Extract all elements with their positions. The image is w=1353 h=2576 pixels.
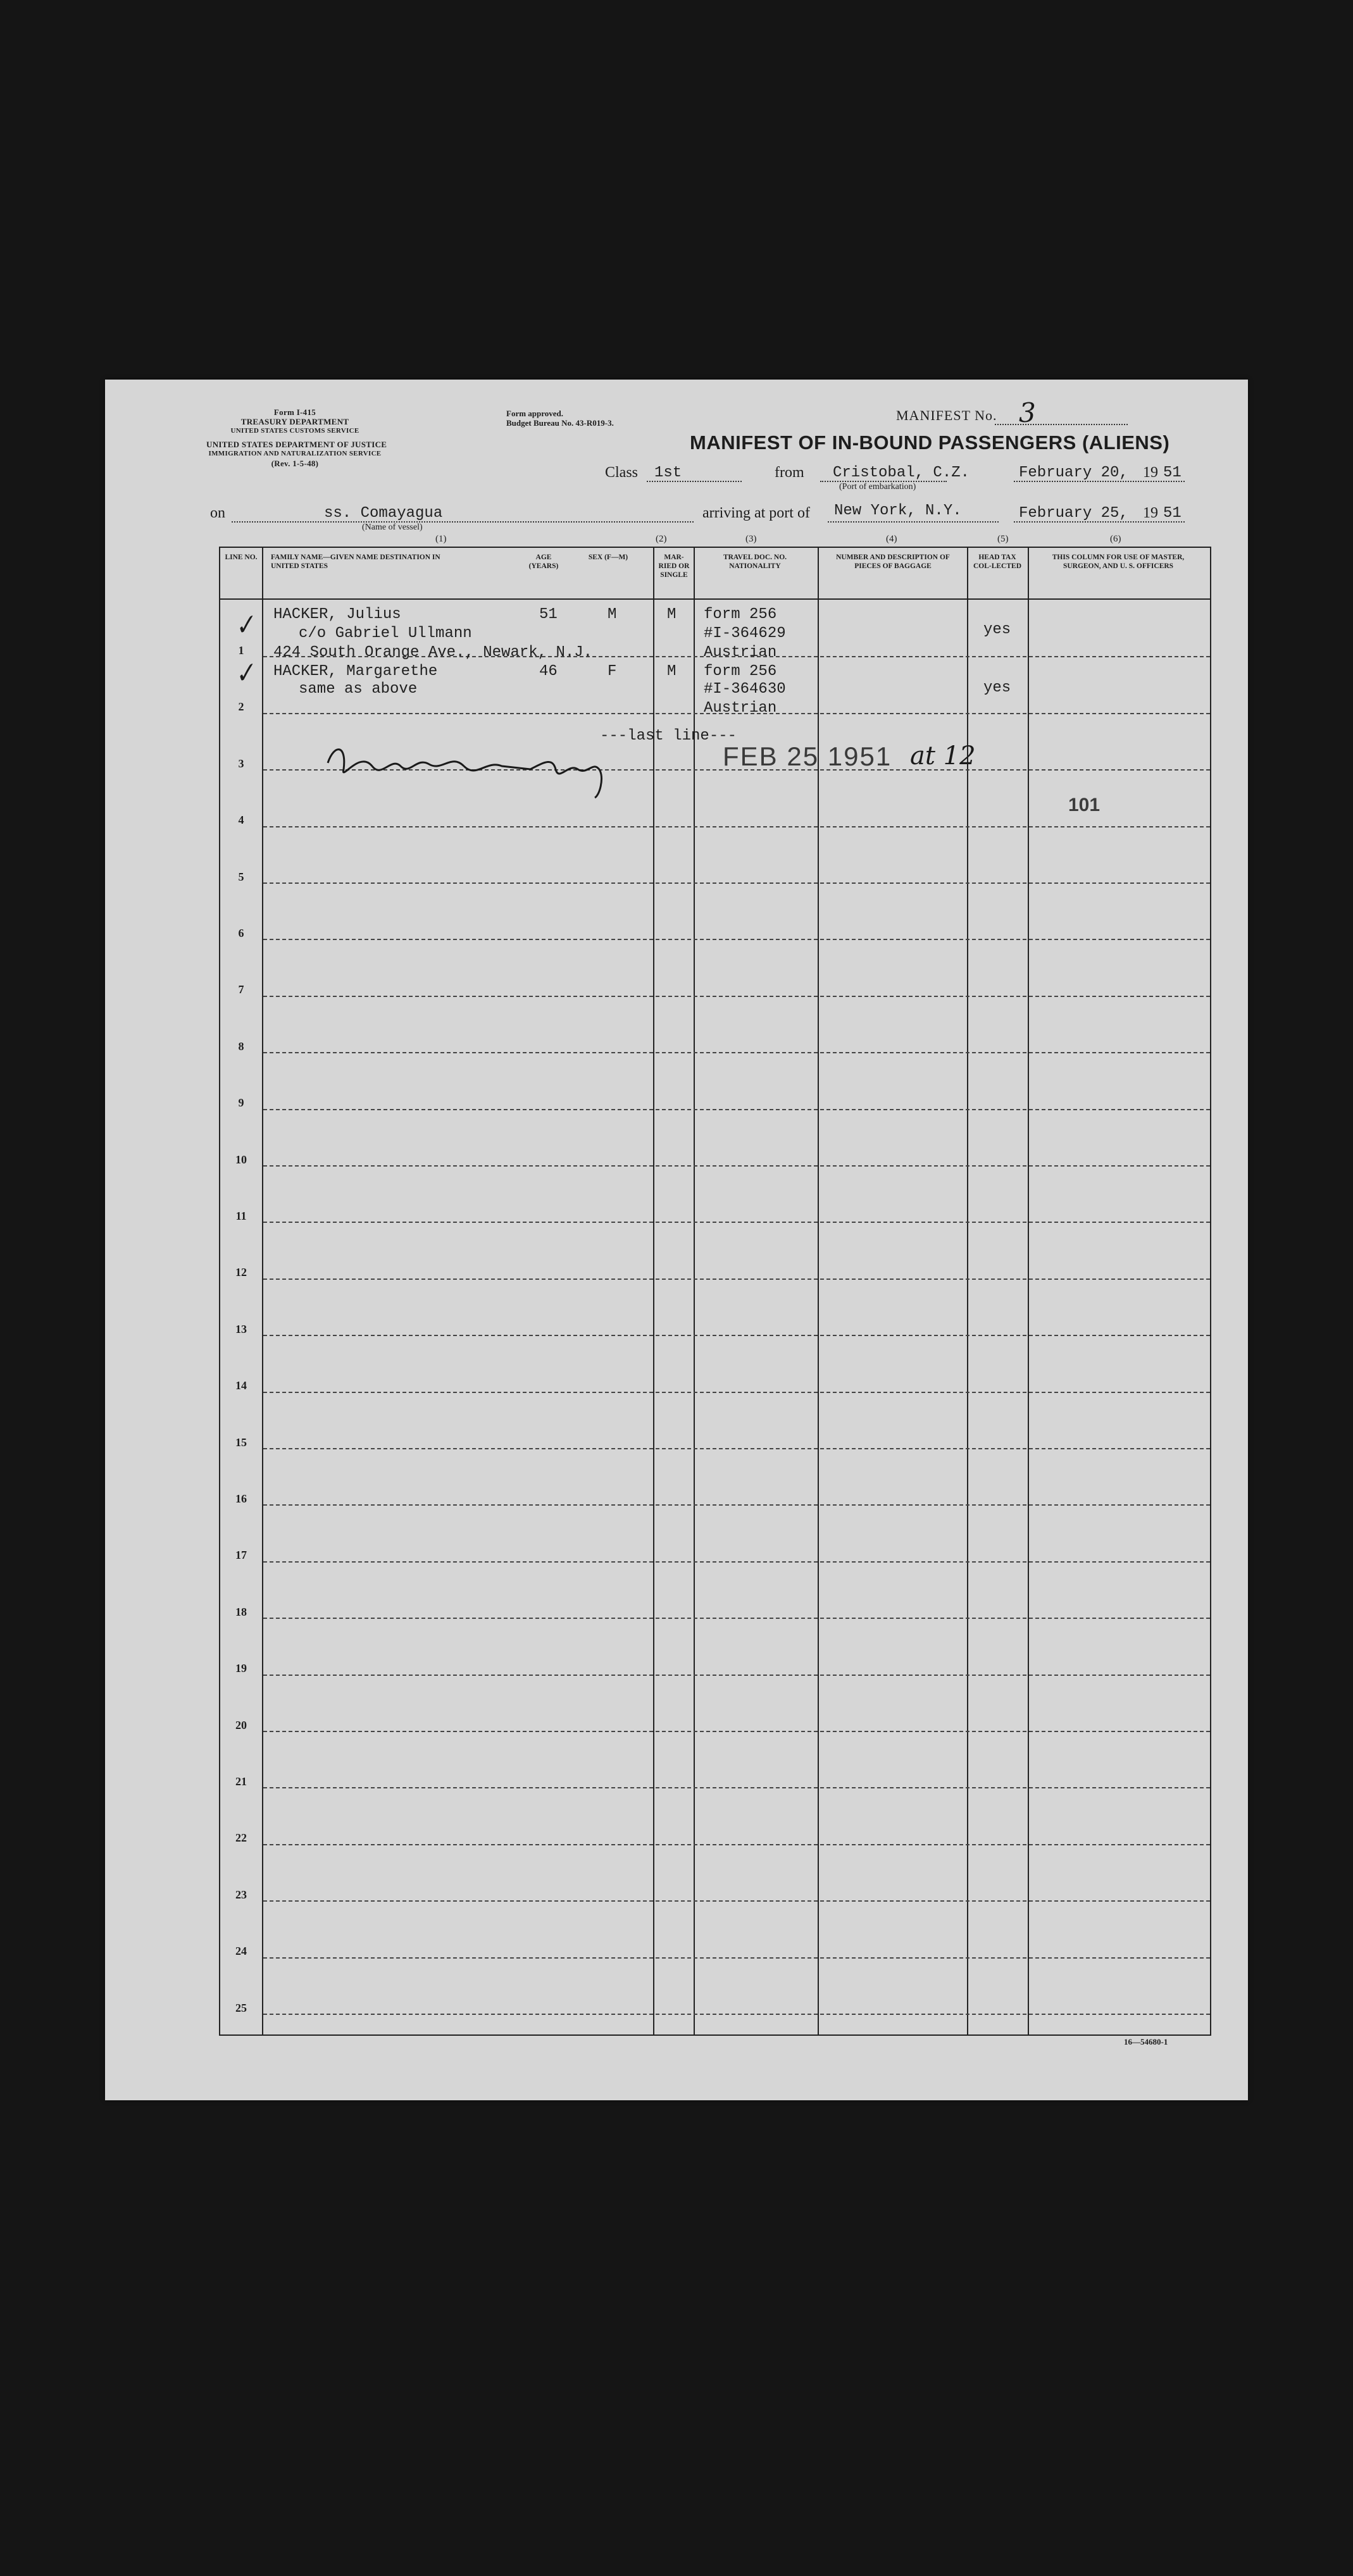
row-number: 5 (238, 870, 244, 883)
row-rule (263, 1900, 1210, 1902)
row-number: 9 (238, 1096, 244, 1110)
row-number: 8 (238, 1039, 244, 1053)
row-rule (263, 882, 1210, 884)
row-rule (263, 1052, 1210, 1053)
arriving-label: arriving at port of (702, 505, 810, 521)
row-number: 24 (235, 1945, 247, 1958)
arrival-port: New York, N.Y. (834, 502, 962, 519)
header-officers-use: THIS COLUMN FOR USE OF MASTER, SURGEON, AND U. S. OFFICERS (1052, 554, 1185, 570)
passenger-1-age: 51 (539, 606, 558, 623)
passenger-1-address1: c/o Gabriel Ullmann (299, 625, 472, 642)
passenger-2-name: HACKER, Margarethe (273, 663, 438, 680)
header-rule (220, 598, 1210, 600)
row-rule (263, 996, 1210, 997)
row-number: 22 (235, 1831, 247, 1845)
row-number: 18 (235, 1605, 247, 1618)
row-rule (263, 1165, 1210, 1167)
row-rule (263, 2014, 1210, 2015)
class-line (647, 481, 742, 482)
checkmark-icon: ✓ (230, 657, 259, 691)
header-baggage: NUMBER AND DESCRIPTION OF PIECES OF BAGGAGE (836, 554, 950, 570)
departure-year: 51 (1163, 464, 1182, 481)
agency-header (206, 407, 387, 468)
column-rule (967, 548, 968, 2034)
footer-code: 16—54680-1 (1124, 2037, 1168, 2047)
row-number: 7 (238, 983, 244, 996)
passenger-2-head-tax: yes (983, 679, 1011, 697)
passenger-1-head-tax: yes (983, 621, 1011, 638)
on-label: on (210, 505, 225, 521)
revision-date: (Rev. 1-5-48) (271, 459, 319, 468)
header-head-tax: HEAD TAX COL-LECTED (973, 554, 1022, 570)
port-of-embarkation: Cristobal, C.Z. (833, 464, 970, 481)
checkmark-icon: ✓ (230, 609, 259, 643)
column-rule (694, 548, 695, 2034)
passenger-2-doc-number: #I-364630 (704, 681, 786, 698)
arrival-stamp: FEB 25 1951 (723, 741, 892, 771)
column-number-3: (3) (745, 534, 757, 544)
passenger-2-doc: form 256 (704, 663, 777, 680)
row-number: 17 (235, 1549, 247, 1562)
manifest-number-line (995, 424, 1128, 425)
inspector-signature (321, 731, 663, 801)
vessel-line (232, 521, 694, 523)
row-number: 21 (235, 1775, 247, 1788)
treasury-department: TREASURY DEPARTMENT (240, 417, 349, 426)
budget-bureau: Budget Bureau No. 43-R019-3. (506, 418, 614, 428)
manifest-number: 3 (1019, 397, 1036, 428)
page-title: MANIFEST OF IN-BOUND PASSENGERS (ALIENS) (690, 431, 1170, 454)
from-label: from (775, 464, 804, 481)
row-number: 6 (238, 927, 244, 939)
departure-line (1014, 481, 1185, 482)
row-rule (263, 1448, 1210, 1449)
row-rule (263, 1109, 1210, 1110)
passenger-2-sex: F (608, 663, 617, 680)
row-number: 15 (235, 1435, 247, 1449)
passenger-2-address1: same as above (299, 681, 418, 698)
passenger-1-doc: form 256 (704, 606, 777, 623)
passenger-1-marital: M (667, 606, 676, 623)
passenger-1-nationality: Austrian (704, 644, 777, 661)
manifest-number-label: MANIFEST No. (896, 407, 997, 423)
vessel-name: ss. Comayagua (324, 505, 443, 522)
row-rule (263, 1787, 1210, 1788)
row-number: 20 (235, 1718, 247, 1731)
row-number: 4 (238, 814, 244, 827)
manifest-page (105, 380, 1248, 2100)
last-line-marker: ---last line--- (600, 728, 737, 745)
header-age: AGE (YEARS) (528, 554, 559, 570)
column-number-1: (1) (435, 534, 447, 544)
row-rule (263, 1731, 1210, 1732)
customs-service: UNITED STATES CUSTOMS SERVICE (230, 427, 359, 435)
departure-date: February 20, (1019, 464, 1128, 481)
row-rule (263, 1279, 1210, 1280)
row-number: 13 (235, 1322, 247, 1335)
row-number: 2 (238, 700, 244, 714)
row-rule (263, 1675, 1210, 1676)
row-rule (263, 1844, 1210, 1845)
row-number: 10 (235, 1153, 247, 1166)
column-number-5: (5) (997, 534, 1009, 544)
passenger-1-name: HACKER, Julius (273, 606, 401, 623)
passenger-2-marital: M (667, 663, 676, 680)
row-rule (263, 1335, 1210, 1336)
row-number: 14 (235, 1379, 247, 1392)
column-rule (262, 548, 263, 2034)
arrival-year-prefix: 19 (1143, 505, 1158, 521)
form-number: Form I-415 (273, 407, 316, 417)
row-rule (263, 1618, 1210, 1619)
passenger-1-doc-number: #I-364629 (704, 625, 786, 642)
department-of-justice: UNITED STATES DEPARTMENT OF JUSTICE (206, 440, 387, 449)
row-number: 16 (235, 1492, 247, 1505)
row-rule (263, 1561, 1210, 1563)
column-rule (1028, 548, 1029, 2034)
row-rule (263, 1392, 1210, 1393)
port-embarkation-caption: (Port of embarkation) (839, 482, 916, 492)
row-number: 19 (235, 1662, 247, 1675)
passenger-1-sex: M (608, 606, 617, 623)
immigration-service: IMMIGRATION AND NATURALIZATION SERVICE (208, 450, 382, 457)
row-rule (263, 826, 1210, 827)
row-rule (263, 939, 1210, 940)
arrival-year: 51 (1163, 505, 1182, 522)
row-number: 23 (235, 1888, 247, 1901)
row-number: 25 (235, 2001, 247, 2014)
class-label: Class (605, 464, 639, 481)
form-approved: Form approved. (506, 409, 564, 418)
header-sex: SEX (F—M) (588, 554, 628, 561)
arrival-date-line (1014, 521, 1185, 523)
departure-year-prefix: 19 (1143, 464, 1158, 481)
passenger-2-age: 46 (539, 663, 558, 680)
column-number-2: (2) (656, 534, 667, 544)
row-number: 1 (238, 644, 244, 657)
header-married: MAR-RIED OR SINGLE (658, 554, 690, 579)
approval-note (506, 409, 614, 428)
passenger-1-address2: 424 South Orange Ave., Newark, N.J. (273, 644, 593, 661)
manifest-table (219, 547, 1211, 2036)
row-number: 12 (235, 1266, 247, 1279)
arrival-date: February 25, (1019, 505, 1128, 522)
row-rule (263, 1957, 1210, 1959)
arrival-port-line (828, 521, 999, 523)
header-travel-doc: TRAVEL DOC. NO. NATIONALITY (723, 554, 787, 570)
header-line-no: LINE NO. (225, 554, 258, 561)
row-number: 11 (235, 1210, 247, 1222)
row-number: 3 (238, 757, 244, 770)
row-rule (263, 1222, 1210, 1223)
header-name-destination: FAMILY NAME—GIVEN NAME DESTINATION IN UNITED STATES (271, 554, 440, 570)
class-value: 1st (654, 464, 682, 481)
column-number-6: (6) (1110, 534, 1121, 544)
stamp-time: at 12 (910, 741, 976, 771)
row-rule (263, 1504, 1210, 1506)
passenger-2-nationality: Austrian (704, 700, 777, 717)
vessel-caption: (Name of vessel) (362, 523, 423, 532)
column-number-4: (4) (886, 534, 897, 544)
annotation-number: 101 (1068, 795, 1100, 815)
